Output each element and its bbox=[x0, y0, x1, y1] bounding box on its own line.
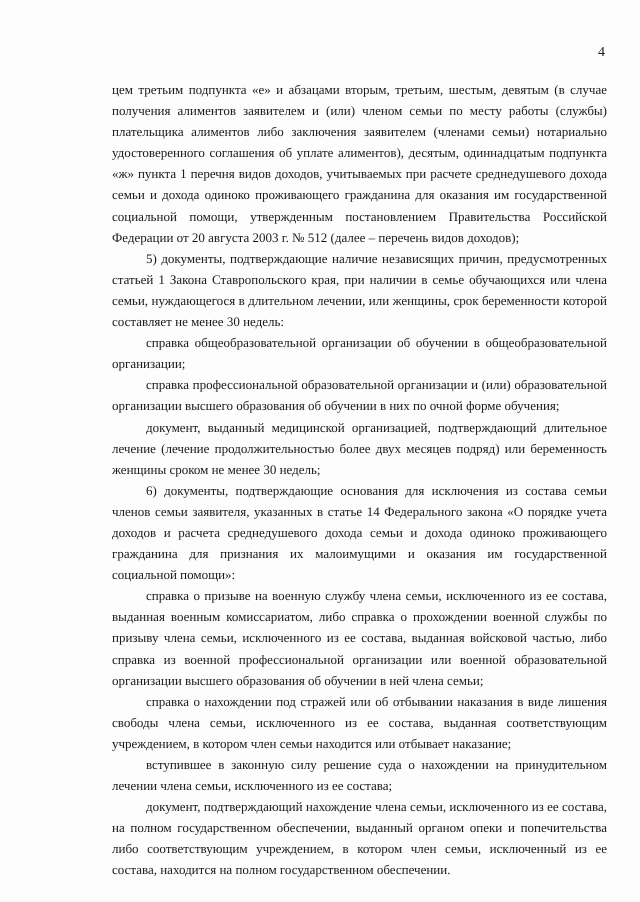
paragraph-general-school-certificate: справка общеобразовательной организации об обучении в общеобразовательной организации; bbox=[112, 335, 607, 372]
paragraph-military-service-certificate: справка о призыве на военную службу члена семьи, исключенного из ее состава, выданная военным комиссариатом, либо справка о прохождении военной службы по призыву члена семьи, исключенного из ее состава, выданная войсковой частью, либо справка из военной профессиональной организации или военной образовательной организации высшего образования об обучении в ней члена семьи; bbox=[112, 588, 607, 688]
page-number: 4 bbox=[598, 45, 605, 60]
paragraph-item-5: 5) документы, подтверждающие наличие независящих причин, предусмотренных статьей 1 Закона Ставропольского края, при наличии в семье обучающихся или члена семьи, нуждающегося в длительном лечении, или женщины, срок беременности которой составляет не менее 30 недель: bbox=[112, 250, 607, 330]
paragraph-court-decision: вступившее в законную силу решение суда о нахождении на принудительном лечении члена семьи, исключенного из ее состава; bbox=[112, 757, 607, 794]
paragraph-continuation: цем третьим подпункта «е» и абзацами вторым, третьим, шестым, девятым (в случае получения алиментов заявителем и (или) членом семьи по месту работы (службы) плательщика алиментов либо заключения заявителем (членами семьи) нотариально удостоверенного соглашения об уплате алиментов), десятым, одиннадцатым подпункта «ж» пункта 1 перечня видов доходов, учитываемых при расчете среднедушевого дохода семьи и дохода одиноко проживающего гражданина для оказания им государственной социальной помощи, утвержденным постановлением Правительства Российской Федерации от 20 августа 2003 г. № 512 (далее – перечень видов доходов); bbox=[112, 82, 607, 245]
paragraph-medical-document: документ, выданный медицинской организацией, подтверждающий длительное лечение (лечение продолжительностью более двух месяцев подряд) или беременность женщины сроком не менее 30 недель; bbox=[112, 419, 607, 477]
paragraph-custody-certificate: справка о нахождении под стражей или об отбывании наказания в виде лишения свободы члена семьи, исключенного из ее состава, выданная соответствующим учреждением, в котором член семьи находится или отбывает наказание; bbox=[112, 693, 607, 751]
document-body bbox=[112, 79, 607, 881]
paragraph-item-6: 6) документы, подтверждающие основания для исключения из состава семьи членов семьи заявителя, указанных в статье 14 Федерального закона «О порядке учета доходов и расчета среднедушевого дохода семьи и дохода одиноко проживающего гражданина для признания их малоимущими и оказания им государственной социальной помощи»: bbox=[112, 482, 607, 583]
paragraph-state-support-document: документ, подтверждающий нахождение члена семьи, исключенного из ее состава, на полном государственном обеспечении, выданный органом опеки и попечительства либо соответствующим учреждением, в котором член семьи, исключенный из ее состава, находится на полном государственном обеспечении. bbox=[112, 799, 607, 878]
paragraph-professional-school-certificate: справка профессиональной образовательной организации и (или) образовательной организации высшего образования об обучении в них по очной форме обучения; bbox=[112, 377, 607, 414]
